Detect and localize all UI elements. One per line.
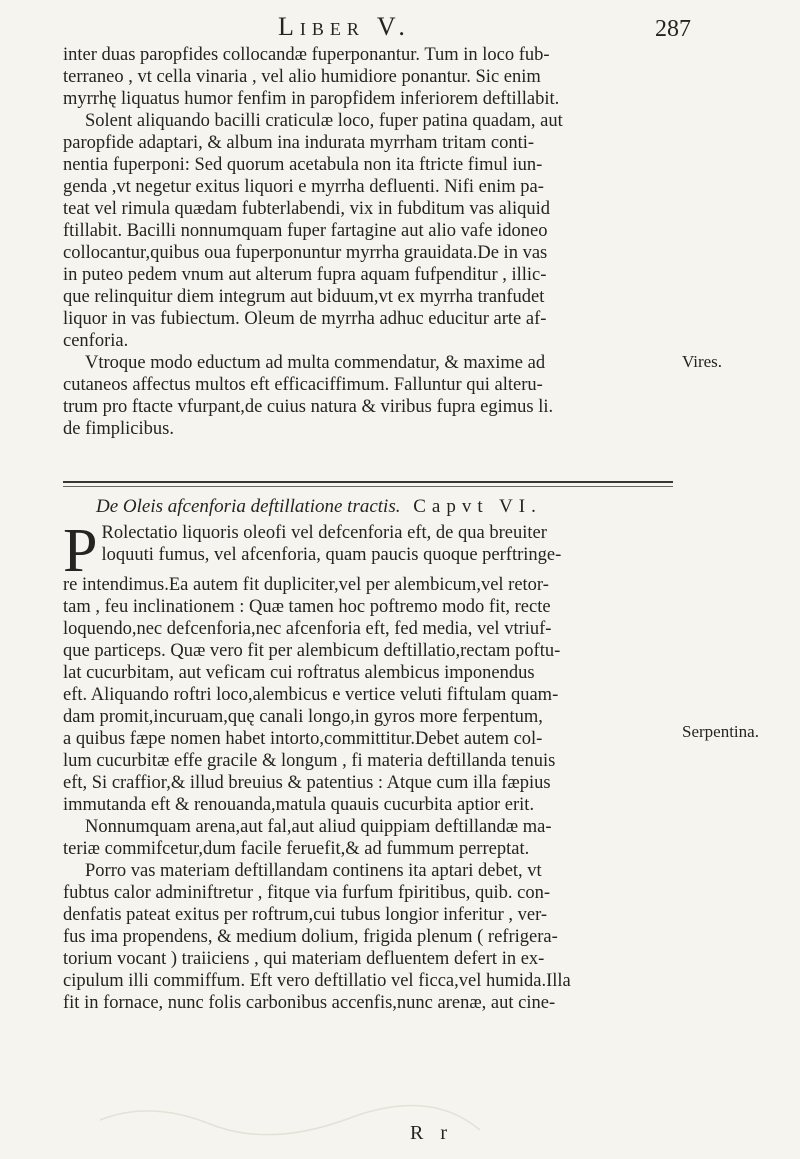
text-line: collocantur,quibus oua fuperponuntur myrrha grauidata.De in vas [63, 243, 548, 263]
text-line: denfatis pateat exitus per roftrum,cui tubus longior inferitur , ver- [63, 905, 548, 925]
text-line: liquor in vas fubiectum. Oleum de myrrha adhuc educitur arte af- [63, 309, 547, 329]
text-line: immutanda eft & renouanda,matula quauis cucurbita aptior erit. [63, 795, 535, 815]
paragraph-2 [63, 352, 678, 440]
text-line: loquuti fumus, vel afcenforia, quam paucis quoque perftringe- [101, 545, 562, 565]
text-line: teat vel rimula quædam fubterlabendi, vix in fubditum vas aliquid [63, 199, 551, 219]
text-line: re intendimus.Ea autem fit dupliciter,vel per alembicum,vel retor- [63, 575, 549, 595]
text-line: in puteo pedem vnum aut alterum fupra aquam fufpenditur , illic- [63, 265, 547, 285]
chapter-number: Capvt VI. [413, 496, 542, 517]
text-line: fus ima propendens, & medium dolium, frigida plenum ( refrigera- [63, 927, 558, 947]
text-line: cutaneos affectus multos eft efficaciffimum. Falluntur qui alteru- [63, 375, 543, 395]
page-stain [90, 1080, 490, 1140]
margin-note-vires: Vires. [682, 352, 723, 371]
paragraph-1 [63, 44, 678, 352]
text-line: loquendo,nec defcenforia,nec afcenforia eft, fed media, vel vtriuf- [63, 619, 552, 639]
signature-mark: R r [410, 1122, 453, 1144]
text-line: nentia fuperponi: Sed quorum acetabula non ita ftricte fimul iun- [63, 155, 543, 175]
text-line: teriæ commifcetur,dum facile feruefit,& ad fummum perreptat. [63, 839, 530, 859]
text-line: paropfide adaptari, & album ina indurata myrrham tritam conti- [63, 133, 535, 153]
text-line: lum cucurbitæ effe gracile & longum , fi materia deftillanda tenuis [63, 751, 556, 771]
text-line: eft. Aliquando roftri loco,alembicus e vertice veluti fiftulam quam- [63, 685, 559, 705]
text-line: terraneo , vt cella vinaria , vel alio humidiore ponantur. Sic enim [63, 67, 541, 87]
text-line: tam , feu inclinationem : Quæ tamen hoc poftremo modo fit, recte [63, 597, 551, 617]
text-line: Nonnumquam arena,aut fal,aut aliud quippiam deftillandæ ma- [85, 817, 552, 837]
margin-note-serpentina: Serpentina. [682, 722, 759, 741]
text-line: Vtroque modo eductum ad multa commendatur, & maxime ad [85, 353, 546, 373]
text-line: Porro vas materiam deftillandam continens ita aptari debet, vt [85, 861, 542, 881]
section-rule [63, 481, 673, 483]
text-line: torium vocant ) traiiciens , qui materiam defluentem defert in ex- [63, 949, 545, 969]
text-line: que particeps. Quæ vero fit per alembicum deftillatio,rectam poftu- [63, 641, 561, 661]
text-line: fit in fornace, nunc folis carbonibus accenfis,nunc arenæ, aut cine- [63, 993, 556, 1013]
chapter-title: De Oleis afcenforia deftillatione tractis. [96, 496, 401, 517]
paragraph-5 [63, 860, 678, 1014]
text-line: Rolectatio liquoris oleofi vel defcenforia eft, de qua breuiter [101, 523, 547, 543]
text-line: genda ,vt negetur exitus liquori e myrrha defluenti. Nifi enim pa- [63, 177, 544, 197]
text-line: lat cucurbitam, aut veficam cui roftratus alembicus imponendus [63, 663, 535, 683]
running-title: Liber V. [278, 12, 411, 41]
text-line: trum pro ftacte vfurpant,de cuius natura & viribus fupra egimus li. [63, 397, 554, 417]
text-line: a quibus fæpe nomen habet intorto,committitur.Debet autem col- [63, 729, 543, 749]
page-number: 287 [655, 16, 691, 42]
chapter-heading [96, 496, 542, 518]
text-line: cenforia. [63, 331, 129, 351]
text-line: cipulum illi commiffum. Eft vero deftillatio vel ficca,vel humida.Illa [63, 971, 571, 991]
paragraph-4 [63, 816, 678, 860]
text-line: Solent aliquando bacilli craticulæ loco, fuper patina quadam, aut [85, 111, 563, 131]
text-block-lower [63, 517, 678, 1014]
drop-cap-initial: P [63, 517, 98, 585]
text-line: ftillabit. Bacilli nonnumquam fuper fartagine aut alio vafe idoneo [63, 221, 548, 241]
text-line: inter duas paropfides collocandæ fuperponantur. Tum in loco fub- [63, 45, 550, 65]
text-line: fubtus calor adminiftretur , fitque via furfum fpiritibus, quib. con- [63, 883, 551, 903]
text-line: de fimplicibus. [63, 419, 174, 439]
text-line: que relinquitur diem integrum aut biduum,vt ex myrrha tranfudet [63, 287, 545, 307]
text-line: dam promit,incuruam,quę canali longo,in gyros more ferpentum, [63, 707, 543, 727]
section-rule-thin [63, 486, 673, 487]
text-line: myrrhę liquatus humor fenfim in paropfidem inferiorem deftillabit. [63, 89, 560, 109]
text-block-upper [63, 44, 678, 440]
text-line: eft, Si craffior,& illud breuius & patentius : Atque cum illa fæpius [63, 773, 551, 793]
page-header [0, 12, 800, 46]
paragraph-3 [63, 517, 678, 816]
